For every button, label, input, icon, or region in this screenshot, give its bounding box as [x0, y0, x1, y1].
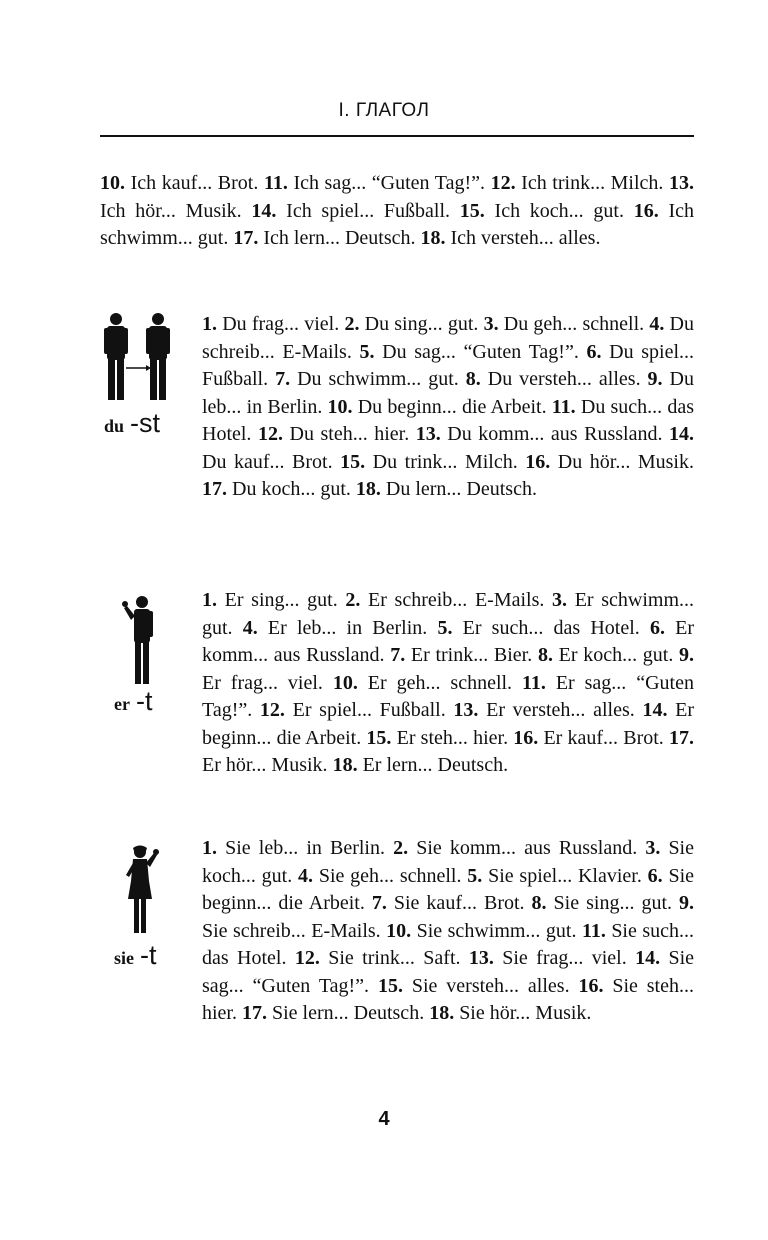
- item-text: Sie schreib... E-Mails.: [202, 919, 387, 942]
- item-text: Sie leb... in Berlin.: [217, 837, 394, 859]
- item-text: Er beginn... die Arbeit.: [202, 699, 694, 749]
- item-text: Du leb... in Berlin.: [202, 368, 694, 418]
- pronoun: du: [104, 416, 125, 436]
- pronoun-label-er: [114, 686, 152, 717]
- verb-ending: -t: [135, 686, 153, 716]
- item-text: Du schreib... E-Mails.: [202, 313, 694, 363]
- item-number: 10.: [327, 395, 353, 418]
- item-text: Er koch... gut.: [552, 644, 680, 666]
- item-text: Er sing... gut.: [217, 589, 346, 611]
- item-text: Sie kauf... Brot.: [386, 892, 532, 914]
- woman-waving-icon: [118, 843, 164, 940]
- item-number: 17.: [242, 1002, 267, 1024]
- item-number: 12.: [259, 699, 285, 721]
- item-text: Sie schwimm... gut.: [411, 919, 582, 942]
- item-number: 10.: [386, 919, 412, 942]
- item-number: 17.: [233, 227, 259, 249]
- item-text: Sie komm... aus Russland.: [408, 837, 646, 859]
- item-text: Ich spiel... Fußball.: [276, 199, 460, 222]
- item-number: 3.: [483, 313, 499, 335]
- item-number: 13.: [669, 172, 694, 194]
- item-text: Er kauf... Brot.: [538, 726, 669, 749]
- verb-ending: -t: [140, 940, 157, 970]
- pronoun-label-sie: [114, 940, 157, 971]
- page-header: I. ГЛАГОЛ: [338, 100, 430, 121]
- item-number: 18.: [355, 478, 381, 500]
- item-number: 14.: [635, 947, 661, 969]
- item-text: Er versteh... alles.: [478, 699, 643, 721]
- item-text: Ich versteh... alles.: [445, 227, 601, 249]
- item-number: 5.: [359, 340, 375, 363]
- item-text: Ich hör... Musik.: [100, 199, 252, 222]
- item-number: 4.: [242, 616, 258, 639]
- item-text: Er trink... Bier.: [405, 644, 538, 666]
- item-text: Du sing... gut.: [359, 313, 484, 335]
- item-number: 9.: [647, 368, 663, 390]
- item-number: 3.: [552, 589, 568, 611]
- item-number: 1.: [202, 589, 217, 611]
- item-text: Er leb... in Berlin.: [257, 616, 438, 639]
- item-text: Sie steh... hier.: [202, 974, 694, 1024]
- pronoun: er: [114, 694, 130, 714]
- item-number: 15.: [366, 726, 392, 749]
- item-number: 3.: [645, 837, 661, 859]
- item-number: 15.: [377, 974, 403, 997]
- item-text: Du schwimm... gut.: [290, 368, 466, 390]
- item-text: Er komm... aus Russland.: [202, 616, 694, 666]
- item-text: Ich lern... Deutsch.: [258, 227, 421, 249]
- item-text: Er spiel... Fußball.: [284, 699, 454, 721]
- item-text: Du lern... Deutsch.: [380, 478, 537, 500]
- item-text: Du koch... gut.: [227, 478, 356, 500]
- item-text: Sie sing... gut.: [546, 892, 680, 914]
- item-text: Er such... das Hotel.: [452, 616, 650, 639]
- item-number: 17.: [202, 478, 227, 500]
- exercise-intro: [100, 170, 694, 253]
- item-text: Du such... das Hotel.: [202, 395, 695, 445]
- item-number: 4.: [649, 313, 665, 335]
- item-text: Sie hör... Musik.: [454, 1002, 592, 1024]
- item-number: 8.: [465, 368, 481, 390]
- item-number: 6.: [647, 864, 663, 887]
- item-text: Sie lern... Deutsch.: [267, 1002, 430, 1024]
- item-text: Sie koch... gut.: [202, 837, 694, 887]
- item-number: 7.: [371, 892, 387, 914]
- item-number: 2.: [344, 313, 360, 335]
- item-number: 2.: [393, 837, 409, 859]
- item-number: 8.: [537, 644, 553, 666]
- item-number: 11.: [263, 172, 288, 194]
- item-text: Er geh... schnell.: [357, 671, 522, 694]
- item-text: Du frag... viel.: [217, 313, 345, 335]
- item-text: Er steh... hier.: [391, 726, 514, 749]
- item-number: 12.: [294, 947, 320, 969]
- item-number: 11.: [551, 395, 576, 418]
- item-number: 16.: [578, 974, 604, 997]
- item-number: 6.: [649, 616, 665, 639]
- item-text: Du geh... schnell.: [498, 313, 650, 335]
- item-number: 14.: [251, 199, 277, 222]
- item-number: 15.: [459, 199, 485, 222]
- item-text: Sie beginn... die Arbeit.: [202, 864, 695, 914]
- item-number: 14.: [642, 699, 668, 721]
- item-text: Du hör... Musik.: [550, 450, 694, 473]
- item-text: Du versteh... alles.: [480, 368, 648, 390]
- item-number: 10.: [100, 172, 125, 194]
- item-number: 17.: [669, 726, 694, 749]
- page-number: 4: [378, 1108, 390, 1130]
- pronoun-label-du: [104, 408, 160, 439]
- item-text: Er lern... Deutsch.: [357, 754, 509, 776]
- item-text: Er frag... viel.: [202, 671, 333, 694]
- two-men-facing-icon: [96, 310, 182, 407]
- item-number: 7.: [390, 644, 406, 666]
- item-number: 16.: [525, 450, 551, 473]
- item-text: Du spiel... Fußball.: [202, 340, 695, 390]
- item-text: Ich koch... gut.: [484, 199, 634, 222]
- item-number: 7.: [275, 368, 291, 390]
- item-text: Sie geh... schnell.: [313, 864, 468, 887]
- item-text: Du kauf... Brot.: [202, 450, 341, 473]
- item-number: 4.: [298, 864, 314, 887]
- verb-ending: -st: [130, 408, 161, 438]
- man-waving-icon: [118, 594, 158, 691]
- item-number: 13.: [453, 699, 479, 721]
- item-number: 11.: [581, 919, 606, 942]
- item-number: 10.: [332, 671, 358, 694]
- item-text: Du trink... Milch.: [365, 450, 526, 473]
- item-number: 13.: [415, 423, 441, 445]
- item-text: Er sag... “Guten Tag!”.: [202, 671, 694, 721]
- item-number: 12.: [490, 172, 516, 194]
- item-number: 16.: [513, 726, 539, 749]
- item-text: Er hör... Musik.: [202, 754, 333, 776]
- item-number: 8.: [531, 892, 547, 914]
- item-text: Sie such... das Hotel.: [202, 919, 695, 969]
- item-number: 9.: [679, 644, 695, 666]
- item-text: Du komm... aus Russland.: [440, 423, 669, 445]
- item-number: 13.: [468, 947, 494, 969]
- item-number: 1.: [202, 837, 217, 859]
- item-text: Sie versteh... alles.: [402, 974, 579, 997]
- item-text: Sie frag... viel.: [493, 947, 636, 969]
- item-number: 5.: [467, 864, 483, 887]
- item-text: Ich schwimm... gut.: [100, 199, 694, 249]
- item-number: 9.: [679, 892, 695, 914]
- exercise-sie: [202, 835, 694, 1028]
- item-text: Ich kauf... Brot.: [125, 172, 264, 194]
- header-rule: [100, 135, 694, 137]
- item-text: Ich sag... “Guten Tag!”.: [287, 172, 491, 194]
- item-number: 15.: [340, 450, 366, 473]
- pronoun: sie: [114, 948, 134, 968]
- item-text: Du sag... “Guten Tag!”.: [374, 340, 587, 363]
- item-number: 2.: [345, 589, 361, 611]
- item-number: 18.: [420, 227, 446, 249]
- item-number: 1.: [202, 313, 217, 335]
- item-number: 12.: [257, 423, 283, 445]
- item-text: Sie trink... Saft.: [319, 947, 469, 969]
- exercise-er: [202, 587, 694, 780]
- item-number: 11.: [522, 671, 546, 694]
- item-text: Ich trink... Milch.: [515, 172, 669, 194]
- item-number: 18.: [429, 1002, 455, 1024]
- item-number: 6.: [586, 340, 602, 363]
- item-number: 18.: [332, 754, 358, 776]
- item-text: Sie sag... “Guten Tag!”.: [202, 947, 695, 997]
- item-number: 16.: [633, 199, 659, 222]
- exercise-du: [202, 311, 694, 504]
- item-text: Du beginn... die Arbeit.: [352, 395, 552, 418]
- item-text: Sie spiel... Klavier.: [482, 864, 648, 887]
- item-number: 5.: [437, 616, 453, 639]
- item-text: Du steh... hier.: [282, 423, 416, 445]
- item-text: Er schwimm... gut.: [202, 589, 694, 639]
- item-text: Er schreib... E-Mails.: [360, 589, 553, 611]
- item-number: 14.: [669, 423, 694, 445]
